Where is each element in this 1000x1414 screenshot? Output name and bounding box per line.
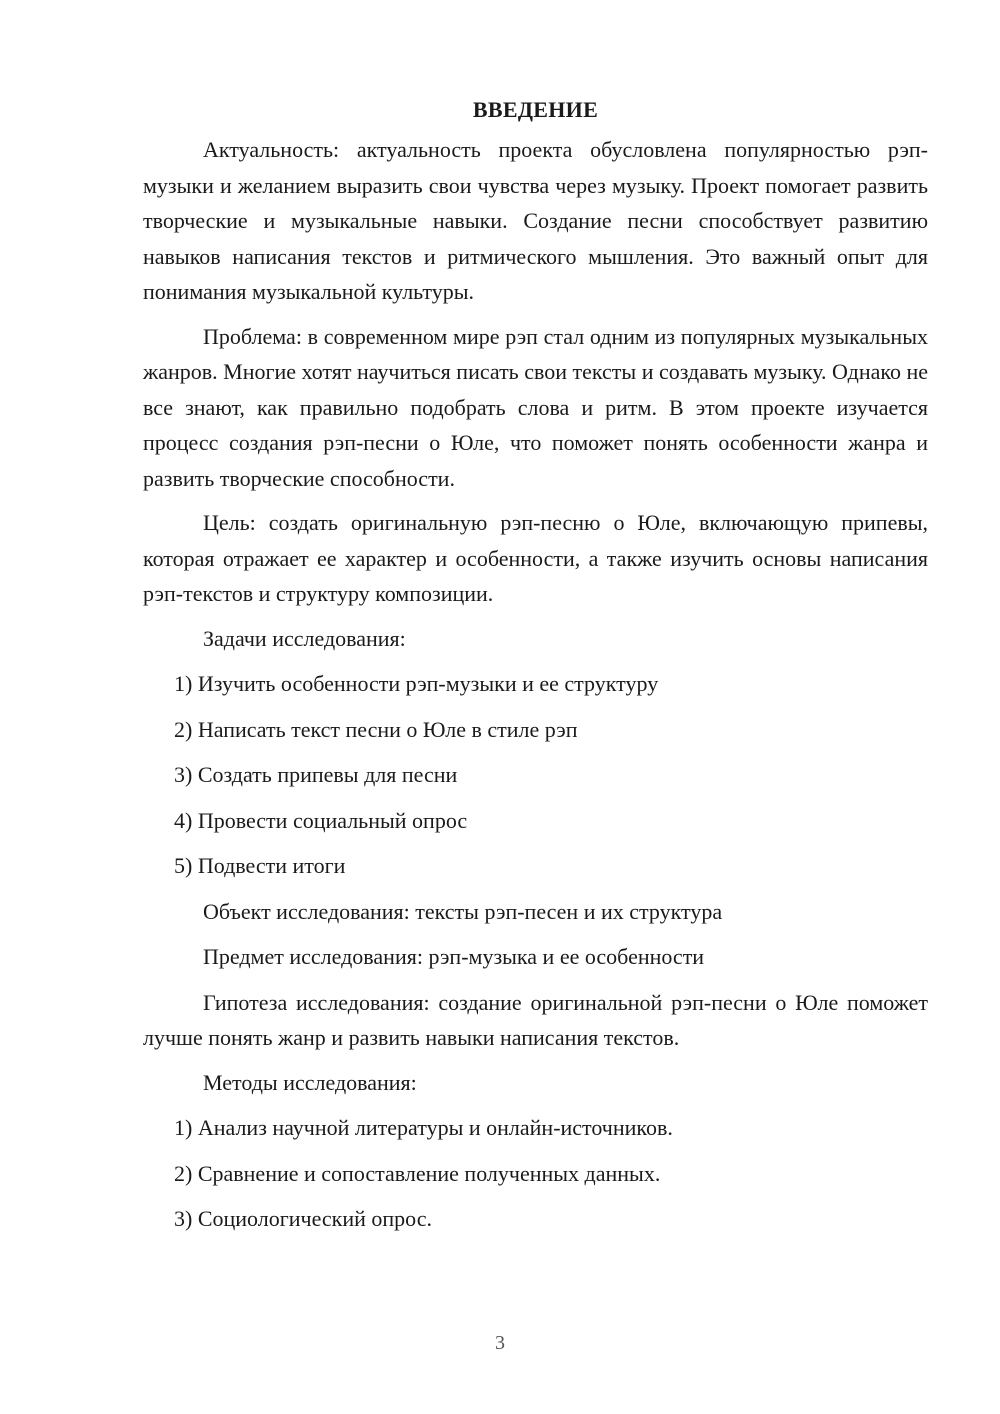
task-item: 4) Провести социальный опрос [174, 807, 468, 833]
document-page [143, 92, 928, 1247]
problem-paragraph: Проблема: в современном мире рэп стал одним из популярных музыкальных жанров. Многие хотят научиться писать свои тексты и создавать музыку. Однако не все знают, как правильно подобрать слова и ритм. В этом проекте изучается процесс создания рэп-песни о Юле, что поможет понять особенности жанра и развить творческие способности. [143, 323, 928, 491]
task-item: 2) Написать текст песни о Юле в стиле рэп [174, 716, 578, 742]
task-item: 5) Подвести итоги [174, 853, 346, 878]
research-subject: Предмет исследования: рэп-музыка и ее особенности [203, 944, 705, 969]
method-item: 1) Анализ научной литературы и онлайн-источников. [174, 1115, 673, 1140]
tasks-heading: Задачи исследования: [203, 625, 406, 651]
tasks-list [143, 666, 928, 884]
hypothesis-paragraph: Гипотеза исследования: создание оригинальной рэп-песни о Юле поможет лучше понять жанр и развить навыки написания текстов. [143, 989, 928, 1050]
research-object: Объект исследования: тексты рэп-песен и их структура [203, 898, 723, 924]
method-item: 3) Социологический опрос. [174, 1206, 432, 1231]
method-item: 2) Сравнение и сопоставление полученных данных. [174, 1160, 661, 1186]
methods-list [143, 1110, 928, 1237]
task-item: 3) Создать припевы для песни [174, 762, 458, 787]
relevance-paragraph: Актуальность: актуальность проекта обусловлена популярностью рэп-музыки и желанием выразить свои чувства через музыку. Проект помогает развить творческие и музыкальные навыки. Создание песни способствует развитию навыков написания текстов и ритмического мышления. Это важный опыт для понимания музыкальной культуры. [143, 137, 928, 304]
page-number: 3 [495, 1332, 505, 1354]
goal-paragraph: Цель: создать оригинальную рэп-песню о Юле, включающую припевы, которая отражает ее характер и особенности, а также изучить основы написания рэп-текстов и структуру композиции. [143, 510, 928, 606]
task-item: 1) Изучить особенности рэп-музыки и ее структуру [174, 671, 659, 696]
methods-heading: Методы исследования: [203, 1069, 417, 1095]
section-title: ВВЕДЕНИЕ [472, 97, 599, 122]
